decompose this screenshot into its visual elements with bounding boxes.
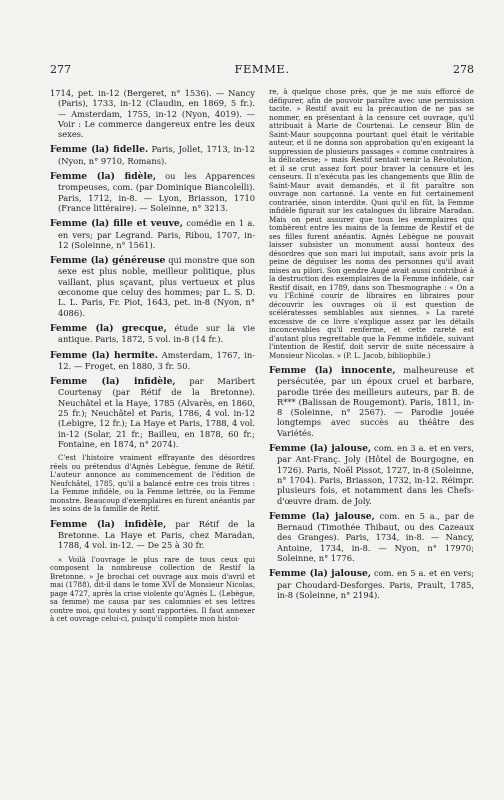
entry-headword: Femme (la) infidèle, bbox=[50, 376, 176, 388]
entry-headword: Femme (la) infidèle, bbox=[50, 518, 167, 530]
entry-headword: Femme (la) fidelle. bbox=[50, 144, 149, 156]
commentary-note: C'est l'histoire vraiment effrayante des désordres réels ou prétendus d'Agnès Lebègue, femme de Rétif. L'auteur annonce au commencement de l'édition de Neufchâtel, 1785, qu'il a balancé entre ces trois titres : La Femme infidèle, ou la Femme lettrée, ou la Femme monstre. Beaucoup d'exemplaires en furent anéantis par les soins de la famille de Rétif. bbox=[50, 453, 255, 514]
dictionary-entry bbox=[269, 365, 474, 438]
right-page-number: 278 bbox=[452, 63, 474, 76]
dictionary-entry bbox=[50, 323, 255, 345]
commentary-note: « Voilà l'ouvrage le plus rare de tous ceux qui composent la nombreuse collection de Restif la Bretonne. » Je brochai cet ouvrage aux mois d'avril et mai (1788), dit-il dans le tome XVI de Monsieur Nicolas, page 4727, après la crise violente qu'Agnès L. (Lebègue, sa femme) me causa par ses calomnies et ses lettres contre moi, qui toutes y sont rapportées. Il faut annexer à cet ouvrage celui-ci, puisqu'il complète mon histoi- bbox=[50, 554, 255, 624]
dictionary-entry bbox=[269, 443, 474, 506]
dictionary-entry bbox=[50, 519, 255, 551]
entry-body: com. en 5 a. et en vers; par Choudard-Desforges. Paris, Prault, 1785, in-8 (Soleinne, n° 2194). bbox=[277, 568, 474, 600]
left-column bbox=[50, 88, 255, 629]
entry-body: ou les Apparences trompeuses, com. (par Dominique Biancolelli). Paris, 1712, in-8. — Lyon, Briasson, 1710 (France littéraire). — Soleinne, n° 3213. bbox=[58, 171, 256, 213]
right-column bbox=[269, 88, 474, 629]
entry-body: com. en 3 a. et en vers, par Ant-Franç. Joly (Hôtel de Bourgogne, en 1726). Paris, Noël Pissot, 1727, in-8 (Soleinne, n° 1704). Paris, Briasson, 1732, in-12. Réimpr. plusieurs fois, et notamment dans les Chefs-d'œuvre dram. de Joly. bbox=[277, 443, 474, 506]
entry-body: com. en 5 a., par de Bernaud (Timothée Thibaut, ou des Cazeaux des Granges). Paris, 1734, in-8. — Nancy, Antoine, 1734, in-8. — Nyon, n° 17970; Soleinne, n° 1776. bbox=[277, 510, 475, 564]
dictionary-entry bbox=[50, 255, 255, 318]
entry-body: comédie en 1 a. en vers; par Legrand. Paris, Ribou, 1707, in-12 (Soleinne, n° 1561). bbox=[58, 218, 255, 250]
entry-headword: Femme (la) jalouse, bbox=[269, 510, 375, 522]
dictionary-entry bbox=[50, 171, 255, 213]
entry-headword: Femme (la) jalouse, bbox=[269, 568, 372, 580]
page-header bbox=[50, 62, 474, 76]
entry-continuation: 1714, pet. in-12 (Bergeret, n° 1536). — Nancy (Paris), 1733, in-12 (Claudin, en 1869, 5 fr.). — Amsterdam, 1755, in-12 (Nyon, 4019). — Voir : Le commerce dangereux entre les deux sexes. bbox=[50, 88, 255, 140]
entry-headword: Femme (la) jalouse, bbox=[269, 443, 372, 455]
entry-body: étude sur la vie antique. Paris, 1872, 5 vol. in-8 (14 fr.). bbox=[58, 322, 255, 345]
entry-headword: Femme (la) innocente, bbox=[269, 365, 396, 376]
entry-headword: Femme (la) généreuse bbox=[50, 255, 166, 267]
entry-body: Amsterdam, 1767, in-12. — Froget, en 1880, 3 fr. 50. bbox=[58, 349, 255, 371]
entry-headword: Femme (la) fille et veuve, bbox=[50, 218, 183, 230]
dictionary-entry bbox=[50, 218, 255, 250]
entry-headword: Femme (la) grecque, bbox=[50, 322, 167, 334]
entry-body: qui monstre que son sexe est plus noble, meilleur politique, plus vaillant, plus sçavant, plus vertueux et plus œconome que celuy des hommes; par L. S. D. L. L. Paris, Fr. Piot, 1643, pet. in-8 (Nyon, n° 4086). bbox=[58, 255, 255, 318]
entry-body: malheureuse et persécutée, par un époux cruel et barbare, parodie tirée des meilleurs auteurs, par B. de R*** (Balissan de Rougemont). Paris, 1811, in-8 (Soleinne, n° 2567). — Parodie jouée longtemps avec succès au théâtre des Variétés. bbox=[277, 365, 474, 438]
dictionary-entry bbox=[50, 376, 255, 449]
entry-body: par Maribert Courtenay (par Rétif de la Bretonne). Neuchâtel et la Haye, 1785 (Alvarès, en 1860, 25 fr.); Neuchâtel et Paris, 1786, 4 vol. in-12 (Lebigre, 12 fr.); La Haye et Paris, 1788, 4 vol. in-12 (Solar, 21 fr.; Bailleu, en 1878, 60 fr.; Fontaine, en 1874, n° 2074). bbox=[58, 376, 255, 449]
dictionary-entry bbox=[269, 511, 474, 563]
entry-body: par Rétif de la Bretonne. La Haye et Paris, chez Maradan, 1788, 4 vol. in-12. — De 25 à 30 fr. bbox=[58, 518, 256, 551]
dictionary-entry bbox=[269, 568, 474, 600]
commentary-note: re, à quelque chose près, que je me suis efforcé de défigurer, afin de pouvoir paraître avec une permission tacite. » Restif avait eu la précaution de ne pas se nommer, en présentant à la censure cet ouvrage, qu'il attribuait à Marie de Courtenai. Le censeur Blin de Saint-Maur soupçonna pourtant quel était le véritable auteur, et il ne donna son approbation qu'en exigeant la suppression de plusieurs passages « comme contraires à la délicatesse; » mais Restif sentait venir la Révolution, et il se crut assez fort pour braver la censure et les censeurs. Il n'exécuta pas les changements que Blin de Saint-Maur avait demandés, et il fit paraître son ouvrage non cartonné. La vente en fut certainement contrariée, sinon interdite. Quoi qu'il en fût, la Femme infidèle figurait sur les catalogues du libraire Maradan. Mais on peut assurer que tous les exemplaires qui tombèrent entre les mains de la femme de Restif et de ses filles furent anéantis. Agnès Lebègue ne pouvait laisser subsister un monument aussi honteux des désordres que son mari lui imputait, sans avoir pris la peine de déguiser les noms des personnes qu'il avait mises au pilori. Son gendre Augé avait aussi contribué à la destruction des exemplaires de la Femme infidèle, car Restif disait, en 1789, dans son Thesmographe : « On a vu l'Échiné courir de libraires en libraires pour découvrir les ouvrages où il est question de scélératesses semblables aux siennes. » La rareté excessive de ce livre s'explique assez par les détails inconcevables qu'il renferme, et cette rareté est d'autant plus regrettable que la Femme infidèle, suivant l'intention de Restif, doit servir de suite nécessaire à Monsieur Nicolas. » (P. L. Jacob, bibliophile.) bbox=[269, 87, 474, 360]
dictionary-entry bbox=[50, 350, 255, 372]
entry-body: Paris, Jollet, 1713, in-12 (Nyon, n° 9710, Romans). bbox=[58, 144, 255, 166]
running-title: FEMME. bbox=[234, 62, 290, 76]
dictionary-entry bbox=[50, 144, 255, 166]
left-page-number: 277 bbox=[50, 63, 71, 76]
entry-headword: Femme (la) hermite. bbox=[50, 349, 158, 361]
entry-headword: Femme (la) fidèle, bbox=[50, 171, 157, 183]
two-columns bbox=[50, 88, 474, 629]
